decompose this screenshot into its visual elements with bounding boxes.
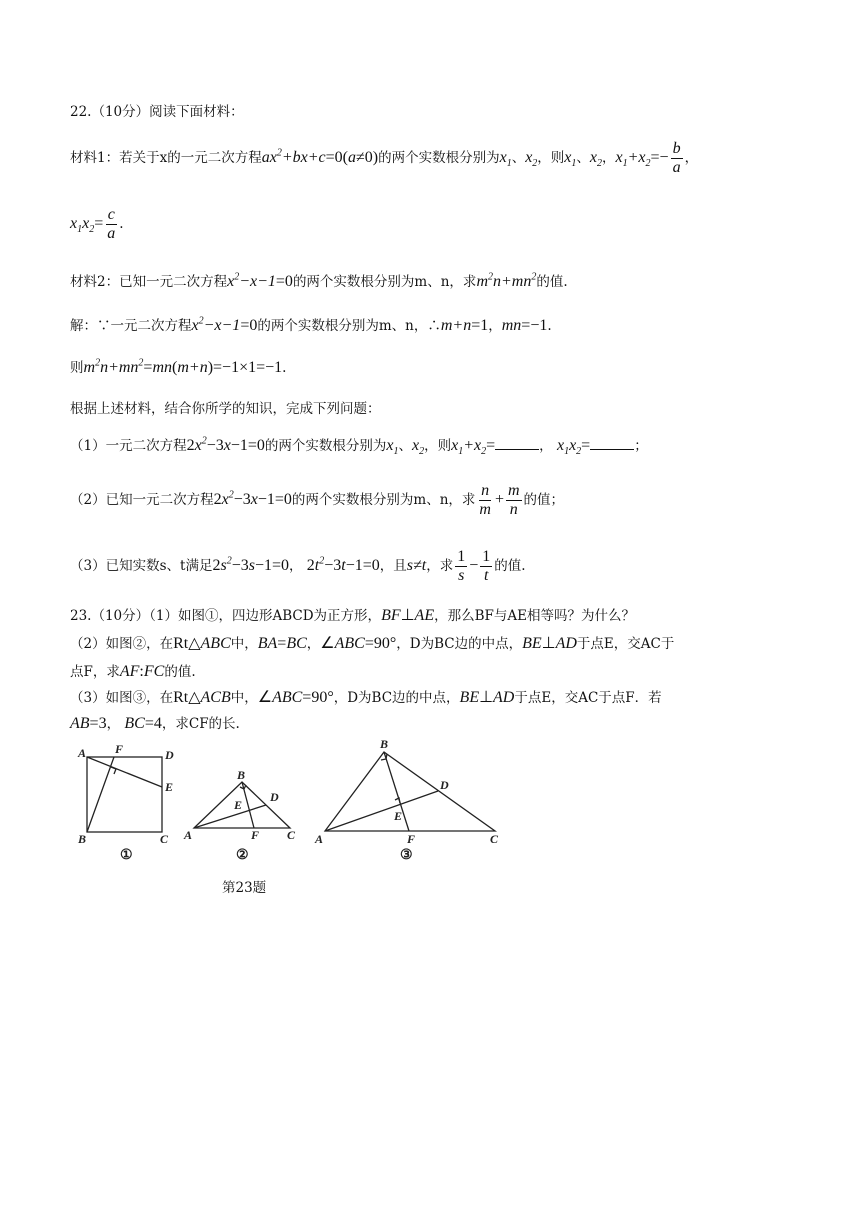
- fig1-label-B: B: [78, 832, 87, 846]
- fig3-label-C: C: [490, 832, 499, 846]
- part-1: （1）一元二次方程$2x^2-3x-1=0$的两个实数根分别为$x_1$、$x_2$，则$x_1+x_2=$ ， $x_1x_2=$ ；: [70, 435, 648, 458]
- fig3-caption: ③: [400, 848, 413, 863]
- fig2-label-C: C: [287, 828, 296, 842]
- fig2-label-A: A: [184, 828, 193, 842]
- fig2-label-B: B: [237, 768, 246, 782]
- q23-line-5: AB=3， BC=4，求CF的长.: [70, 715, 240, 732]
- solution-line-2: 则$m^2n+mn^2=mn(m+n)=-1\times 1=-1$.: [70, 357, 287, 376]
- material-2: 材料2：已知一元二次方程$x^2-x-1=0$的两个实数根分别为m、n，求$m^2n+mn^2$的值.: [70, 271, 568, 290]
- fig1-label-D: D: [165, 748, 174, 762]
- fig1-caption: ①: [120, 848, 133, 863]
- fig3-label-D: D: [440, 778, 449, 792]
- figure-3-triangle: [325, 752, 495, 831]
- q23-line-1: 23.（10分）（1）如图①，四边形ABCD为正方形，BF⊥AE，那么BF与AE相等吗？为什么？: [70, 607, 635, 624]
- figure-caption: 第23题: [222, 880, 267, 896]
- q22-header: 22.（10分）阅读下面材料：: [70, 104, 244, 120]
- fig1-label-F: F: [115, 742, 124, 756]
- figure-1-square: [87, 757, 162, 832]
- material-1-product: $x_1x_2=$ $\frac{c}{a}$ .: [70, 206, 124, 242]
- fig3-label-B: B: [380, 737, 389, 751]
- part-3: （3）已知实数s、t满足$2s^2-3s-1=0$， $2t^2-3t-1=0$，且s≠t，求 $\frac{1}{s}$ − $\frac{1}{t}$ 的值.: [70, 548, 526, 584]
- answer-blank-sum: [495, 437, 539, 450]
- solution-line-1: 解：∵一元二次方程$x^2-x-1=0$的两个实数根分别为m、n，∴m+n=1，mn=−1.: [70, 315, 552, 334]
- instruction: 根据上述材料，结合你所学的知识，完成下列问题：: [70, 401, 381, 417]
- q23-line-4: （3）如图③，在Rt△ACB中，∠ABC=90°，D为BC边的中点，BE⊥AD于点E，交AC于点F．若: [70, 689, 662, 706]
- fig1-label-A: A: [78, 746, 87, 760]
- fig2-label-D: D: [270, 790, 279, 804]
- fig1-label-E: E: [165, 780, 174, 794]
- fig1-label-C: C: [160, 832, 169, 846]
- fig2-caption: ②: [236, 848, 249, 863]
- part-2: （2）已知一元二次方程$2x^2-3x-1=0$的两个实数根分别为m、n，求 $\frac{n}{m}$ + $\frac{m}{n}$ 的值；: [70, 482, 565, 518]
- material-1: 材料1：若关于x的一元二次方程$ax^2+bx+c=0(a\ne 0)$的两个实数根分别为$x_1$、$x_2$，则$x_1$、$x_2$，$x_1+x_2=-$ $\frac{b}{a}$ ，: [70, 140, 699, 176]
- q23-line-3: 点F，求AF:FC的值.: [70, 663, 196, 680]
- fig2-label-E: E: [234, 798, 243, 812]
- fig2-label-F: F: [251, 828, 260, 842]
- fig3-label-A: A: [315, 832, 324, 846]
- fig3-label-E: E: [394, 809, 403, 823]
- fig3-label-F: F: [407, 832, 416, 846]
- figure-23: [0, 735, 860, 875]
- q23-line-2: （2）如图②，在Rt△ABC中，BA=BC，∠ABC=90°，D为BC边的中点，BE⊥AD于点E，交AC于: [70, 635, 675, 652]
- answer-blank-product: [590, 437, 634, 450]
